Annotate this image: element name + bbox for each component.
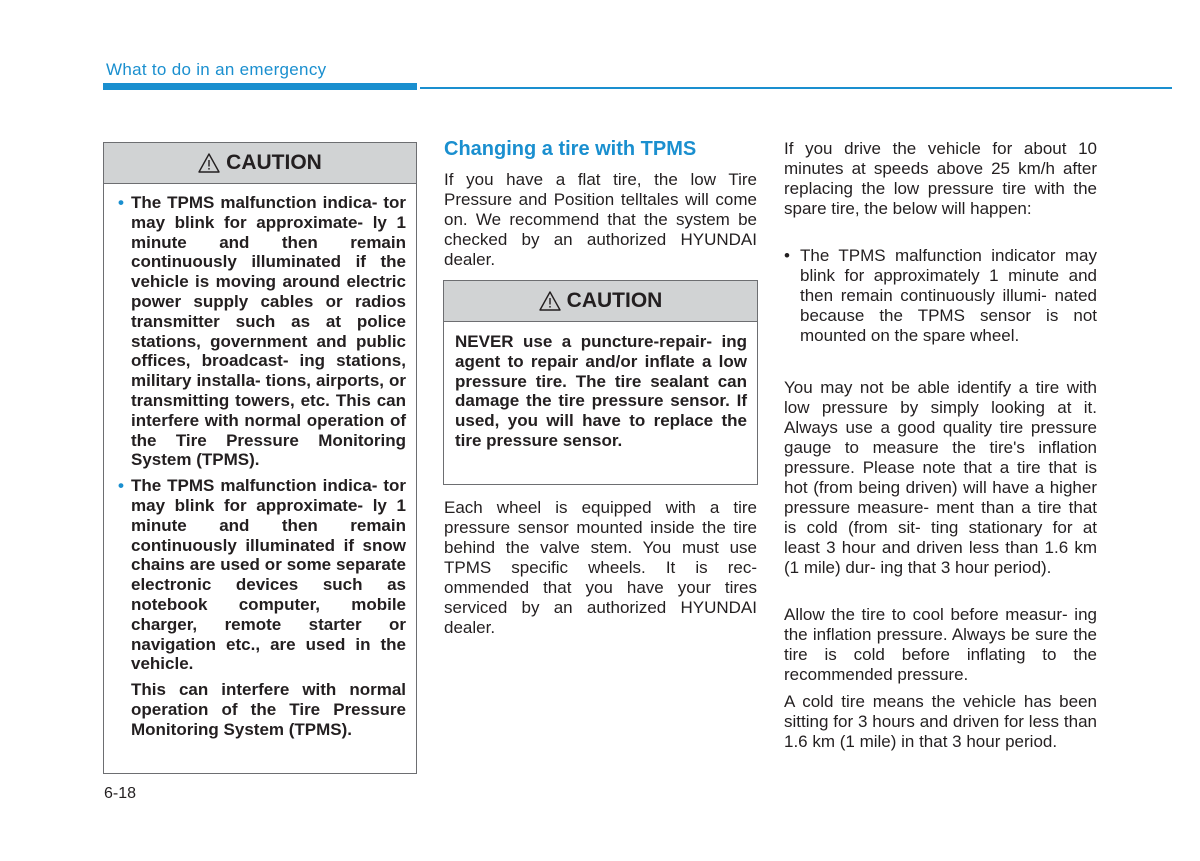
warning-triangle-icon [539, 291, 561, 311]
caution-bullet [118, 193, 406, 470]
page-number: 6-18 [104, 785, 137, 802]
pressure-gauge-paragraph: You may not be able identify a tire with low pressure by simply looking at it. Always use a good quality tire pressure gauge to measure the tire's inflation pressure. Please note that a tire that is hot (from being driven) will have a higher pressure measure- ment than a tire that is cold (from sit- ting stationary for at least 3 hour and driven less than 1.6 km (1 mile) dur- ing that 3 hour period). [784, 378, 1097, 577]
bullet-dot: • [118, 193, 124, 212]
bullet-dot: • [118, 476, 124, 496]
caution-note: This can interfere with normal operation of the Tire Pressure Monitoring System (TPMS). [131, 680, 406, 739]
warning-triangle-icon [198, 153, 220, 173]
cool-tire-paragraph: Allow the tire to cool before measur- ing the inflation pressure. Always be sure the tire is cold before inflating to the recommended pressure. [784, 605, 1097, 684]
header-accent-bar [103, 83, 417, 90]
caution-bullet [118, 476, 406, 674]
caution-title: CAUTION [566, 289, 663, 312]
bullet-dot: • [784, 246, 790, 265]
caution-title: CAUTION [226, 151, 322, 174]
section-title: What to do in an emergency [106, 60, 327, 79]
cold-tire-paragraph: A cold tire means the vehicle has been sitting for 3 hours and driven for less than 1.6 km (1 mile) in that 3 hour period. [784, 692, 1097, 751]
drive-paragraph: If you drive the vehicle for about 10 minutes at speeds above 25 km/h after replacing the low pressure tire with the spare tire, the below will happen: [784, 139, 1097, 218]
caution-header [104, 143, 416, 184]
caution-bullet-text: The TPMS malfunction indica- tor may blink for approximate- ly 1 minute and then remain continuously illuminated if the vehicle is moving around electric power supply cables or radios transmitter such as at police stations, government and public offices, broadcast- ing stations, military installa- tions, airports, or transmitting towers, etc. This can interfere with normal operation of the Tire Pressure Monitoring System (TPMS). [131, 193, 406, 470]
caution-bullet-text: The TPMS malfunction indica- tor may blink for approximate- ly 1 minute and then remain continuously illuminated if snow chains are used or some separate electronic devices such as notebook computer, mobile charger, remote starter or navigation etc., are used in the vehicle. [131, 476, 406, 674]
header-rule [420, 87, 1172, 89]
wheel-sensor-paragraph: Each wheel is equipped with a tire pressure sensor mounted inside the tire behind the valve stem. You must use TPMS specific wheels. It is rec- ommended that you have your tires serviced by an authorized HYUNDAI dealer. [444, 498, 757, 637]
caution-box-middle [443, 280, 758, 485]
indicator-bullet [784, 246, 1097, 346]
intro-paragraph: If you have a flat tire, the low Tire Pressure and Position telltales will come on. We recommend that the system be checked by an authorized HYUNDAI dealer. [444, 170, 757, 269]
section-heading: Changing a tire with TPMS [444, 138, 697, 160]
indicator-bullet-text: The TPMS malfunction indicator may blink for approximately 1 minute and then remain continuously illumi- nated because the TPMS sensor is not mounted on the spare wheel. [800, 246, 1097, 345]
caution-body [104, 184, 416, 748]
caution-box-left [103, 142, 417, 774]
caution-header [444, 281, 757, 322]
caution-body-text: NEVER use a puncture-repair- ing agent to repair and/or inflate a low pressure tire. The tire sealant can damage the tire pressure sensor. If used, you will have to replace the tire pressure sensor. [455, 332, 747, 450]
